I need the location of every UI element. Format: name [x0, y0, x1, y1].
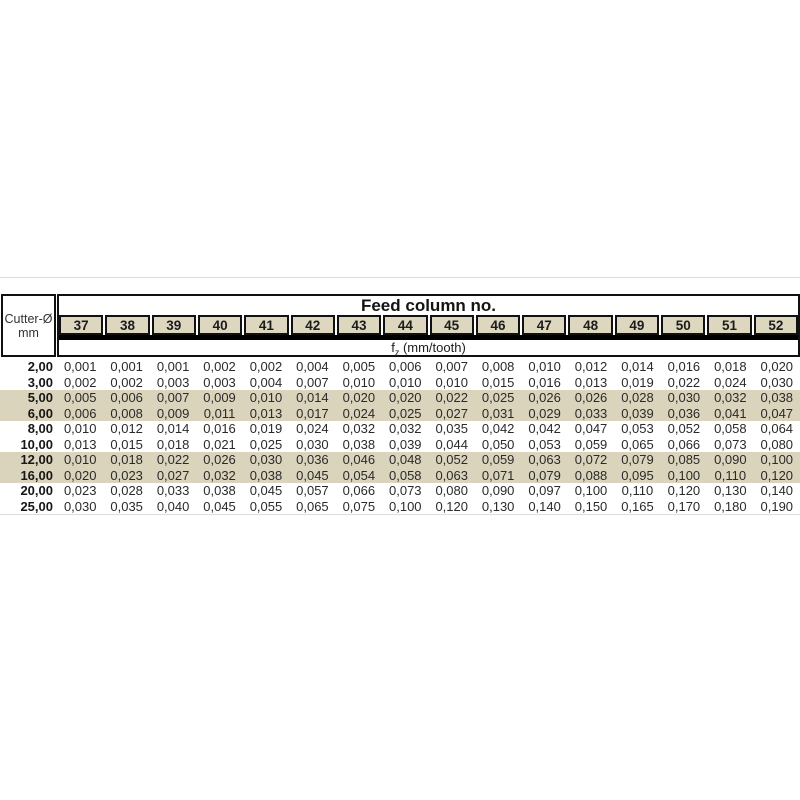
table-row: [0, 390, 800, 406]
feed-value-cell: 0,058: [389, 467, 422, 483]
feed-value-cell: 0,038: [203, 483, 236, 499]
feed-value-cell: 0,041: [714, 405, 747, 421]
feed-value-cell: 0,006: [63, 405, 97, 421]
feed-value-cell: 0,008: [481, 359, 515, 375]
feed-value-cell: 0,013: [574, 374, 608, 390]
feed-value-cell: 0,016: [667, 359, 701, 375]
feed-value-cell: 0,044: [435, 436, 468, 452]
feed-value-cell: 0,030: [63, 498, 97, 514]
feed-value-cell: 0,033: [156, 483, 190, 499]
column-number-header: 41: [244, 315, 288, 335]
feed-value-cell: 0,097: [528, 483, 561, 499]
feed-value-cell: 0,045: [249, 483, 283, 499]
feed-value-cell: 0,005: [342, 359, 376, 375]
feed-value-cell: 0,014: [156, 421, 190, 437]
feed-value-cell: 0,090: [481, 483, 515, 499]
feed-value-cell: 0,140: [760, 483, 794, 499]
feed-value-cell: 0,057: [296, 483, 329, 499]
feed-value-cell: 0,002: [63, 374, 97, 390]
feed-value-cell: 0,038: [342, 436, 376, 452]
cutter-diameter-value: 16,00: [20, 467, 53, 483]
feed-value-cell: 0,018: [156, 436, 190, 452]
unit-row: [59, 340, 798, 358]
table-title: Feed column no.: [59, 296, 798, 315]
feed-value-cell: 0,012: [110, 421, 143, 437]
feed-value-cell: 0,130: [714, 483, 747, 499]
unit-symbol: f: [391, 340, 395, 355]
feed-value-cell: 0,039: [389, 436, 422, 452]
feed-value-cell: 0,090: [714, 452, 747, 468]
feed-value-cell: 0,003: [156, 374, 190, 390]
feed-value-cell: 0,024: [296, 421, 329, 437]
feed-value-cell: 0,072: [574, 452, 608, 468]
feed-value-cell: 0,024: [342, 405, 376, 421]
feed-value-cell: 0,009: [156, 405, 190, 421]
table-row: [0, 437, 800, 453]
feed-value-cell: 0,073: [714, 436, 747, 452]
feed-value-cell: 0,052: [435, 452, 468, 468]
feed-value-cell: 0,100: [389, 498, 422, 514]
cutter-diameter-value: 10,00: [20, 436, 53, 452]
feed-value-cell: 0,100: [667, 467, 701, 483]
feed-value-cell: 0,071: [481, 467, 515, 483]
feed-value-cell: 0,053: [621, 421, 654, 437]
table-row: [0, 421, 800, 437]
feed-value-cell: 0,075: [342, 498, 376, 514]
feed-value-cell: 0,020: [760, 359, 794, 375]
feed-value-cell: 0,026: [528, 390, 561, 406]
feed-value-cell: 0,019: [621, 374, 654, 390]
feed-value-cell: 0,059: [574, 436, 608, 452]
header-block: [57, 294, 800, 357]
feed-value-cell: 0,010: [249, 390, 283, 406]
feed-value-cell: 0,020: [389, 390, 422, 406]
feed-value-cell: 0,031: [481, 405, 515, 421]
bottom-rule: [0, 514, 800, 515]
feed-value-cell: 0,028: [110, 483, 143, 499]
feed-value-cell: 0,027: [156, 467, 190, 483]
feed-value-cell: 0,022: [156, 452, 190, 468]
feed-value-cell: 0,052: [667, 421, 701, 437]
feed-value-cell: 0,016: [203, 421, 236, 437]
feed-value-cell: 0,045: [203, 498, 236, 514]
feed-value-cell: 0,020: [342, 390, 376, 406]
feed-value-cell: 0,063: [435, 467, 468, 483]
table-row: [0, 359, 800, 375]
feed-value-cell: 0,004: [296, 359, 329, 375]
feed-value-cell: 0,110: [621, 483, 654, 499]
feed-value-cell: 0,120: [435, 498, 468, 514]
feed-value-cell: 0,025: [389, 405, 422, 421]
feed-value-cell: 0,014: [621, 359, 654, 375]
feed-value-cell: 0,025: [249, 436, 283, 452]
feed-table: [0, 294, 800, 514]
feed-value-cell: 0,007: [296, 374, 329, 390]
unit-text: (mm/tooth): [399, 340, 466, 355]
cutter-diameter-value: 12,00: [20, 452, 53, 468]
feed-value-cell: 0,010: [389, 374, 422, 390]
feed-value-cell: 0,001: [63, 359, 97, 375]
cutter-diameter-value: 6,00: [27, 405, 53, 421]
table-row: [0, 375, 800, 391]
column-number-header: 50: [661, 315, 705, 335]
feed-value-cell: 0,120: [760, 467, 794, 483]
feed-value-cell: 0,021: [203, 436, 236, 452]
feed-value-cell: 0,026: [203, 452, 236, 468]
feed-value-cell: 0,042: [481, 421, 515, 437]
feed-value-cell: 0,039: [621, 405, 654, 421]
feed-value-cell: 0,030: [667, 390, 701, 406]
feed-value-cell: 0,079: [528, 467, 561, 483]
feed-value-cell: 0,027: [435, 405, 468, 421]
feed-value-cell: 0,038: [249, 467, 283, 483]
feed-value-cell: 0,080: [435, 483, 468, 499]
feed-value-cell: 0,130: [481, 498, 515, 514]
feed-value-cell: 0,001: [110, 359, 143, 375]
table-row: [0, 499, 800, 515]
feed-value-cell: 0,073: [389, 483, 422, 499]
column-number-header: 47: [522, 315, 566, 335]
feed-value-cell: 0,079: [621, 452, 654, 468]
feed-value-cell: 0,150: [574, 498, 608, 514]
table-header: [0, 294, 800, 357]
feed-value-cell: 0,002: [249, 359, 283, 375]
feed-value-cell: 0,036: [667, 405, 701, 421]
cutter-diameter-header-line2: mm: [18, 325, 39, 340]
feed-value-cell: 0,013: [63, 436, 97, 452]
feed-value-cell: 0,007: [435, 359, 468, 375]
feed-value-cell: 0,013: [249, 405, 283, 421]
feed-value-cell: 0,047: [574, 421, 608, 437]
feed-value-cell: 0,022: [667, 374, 701, 390]
feed-value-cell: 0,024: [714, 374, 747, 390]
feed-value-cell: 0,020: [63, 467, 97, 483]
feed-value-cell: 0,030: [760, 374, 794, 390]
column-number-header: 45: [430, 315, 474, 335]
table-row: [0, 452, 800, 468]
feed-value-cell: 0,064: [760, 421, 794, 437]
feed-value-cell: 0,095: [621, 467, 654, 483]
feed-value-cell: 0,032: [714, 390, 747, 406]
unit-subscript: z: [394, 347, 400, 358]
feed-value-cell: 0,058: [714, 421, 747, 437]
table-row: [0, 468, 800, 484]
column-number-header: 39: [152, 315, 196, 335]
column-number-header: 37: [59, 315, 103, 335]
feed-value-cell: 0,005: [63, 390, 97, 406]
feed-value-cell: 0,063: [528, 452, 561, 468]
feed-value-cell: 0,029: [528, 405, 561, 421]
feed-value-cell: 0,032: [342, 421, 376, 437]
feed-value-cell: 0,007: [156, 390, 190, 406]
table-row: [0, 406, 800, 422]
feed-value-cell: 0,100: [574, 483, 608, 499]
feed-value-cell: 0,110: [714, 467, 747, 483]
feed-value-cell: 0,018: [110, 452, 143, 468]
feed-value-cell: 0,010: [342, 374, 376, 390]
cutter-diameter-value: 25,00: [20, 498, 53, 514]
feed-value-cell: 0,028: [621, 390, 654, 406]
feed-value-cell: 0,016: [528, 374, 561, 390]
feed-value-cell: 0,008: [110, 405, 143, 421]
feed-value-cell: 0,046: [342, 452, 376, 468]
feed-value-cell: 0,040: [156, 498, 190, 514]
feed-value-cell: 0,030: [296, 436, 329, 452]
feed-value-cell: 0,035: [110, 498, 143, 514]
feed-value-cell: 0,010: [63, 452, 97, 468]
feed-value-cell: 0,025: [481, 390, 515, 406]
column-number-header: 49: [615, 315, 659, 335]
feed-value-cell: 0,055: [249, 498, 283, 514]
feed-value-cell: 0,045: [296, 467, 329, 483]
feed-value-cell: 0,012: [574, 359, 608, 375]
cutter-diameter-value: 3,00: [27, 374, 53, 390]
cutter-diameter-value: 2,00: [27, 359, 53, 375]
feed-value-cell: 0,065: [296, 498, 329, 514]
column-number-header: 51: [707, 315, 751, 335]
feed-value-cell: 0,054: [342, 467, 376, 483]
feed-value-cell: 0,053: [528, 436, 561, 452]
column-numbers-row: [59, 315, 798, 335]
feed-value-cell: 0,190: [760, 498, 794, 514]
feed-value-cell: 0,059: [481, 452, 515, 468]
feed-value-cell: 0,036: [296, 452, 329, 468]
feed-value-cell: 0,015: [481, 374, 515, 390]
cutter-diameter-header: [1, 294, 56, 357]
feed-value-cell: 0,180: [714, 498, 747, 514]
column-number-header: 44: [383, 315, 427, 335]
column-number-header: 38: [105, 315, 149, 335]
feed-value-cell: 0,019: [249, 421, 283, 437]
top-rule: [0, 277, 800, 278]
feed-value-cell: 0,002: [110, 374, 143, 390]
column-number-header: 43: [337, 315, 381, 335]
feed-value-cell: 0,038: [760, 390, 794, 406]
feed-value-cell: 0,120: [667, 483, 701, 499]
feed-value-cell: 0,030: [249, 452, 283, 468]
feed-value-cell: 0,023: [110, 467, 143, 483]
feed-value-cell: 0,140: [528, 498, 561, 514]
feed-value-cell: 0,088: [574, 467, 608, 483]
feed-value-cell: 0,011: [203, 405, 236, 421]
feed-value-cell: 0,050: [481, 436, 515, 452]
feed-value-cell: 0,014: [296, 390, 329, 406]
feed-value-cell: 0,009: [203, 390, 236, 406]
feed-value-cell: 0,022: [435, 390, 468, 406]
feed-value-cell: 0,010: [63, 421, 97, 437]
feed-value-cell: 0,004: [249, 374, 283, 390]
feed-value-cell: 0,165: [621, 498, 654, 514]
feed-value-cell: 0,017: [296, 405, 329, 421]
feed-value-cell: 0,170: [667, 498, 701, 514]
feed-value-cell: 0,080: [760, 436, 794, 452]
feed-value-cell: 0,032: [389, 421, 422, 437]
feed-value-cell: 0,033: [574, 405, 608, 421]
feed-value-cell: 0,100: [760, 452, 794, 468]
table-row: [0, 483, 800, 499]
feed-value-cell: 0,085: [667, 452, 701, 468]
column-number-header: 40: [198, 315, 242, 335]
column-number-header: 48: [568, 315, 612, 335]
feed-value-cell: 0,010: [528, 359, 561, 375]
feed-value-cell: 0,023: [63, 483, 97, 499]
cutter-diameter-header-line1: Cutter-Ø: [4, 311, 53, 326]
feed-value-cell: 0,026: [574, 390, 608, 406]
feed-value-cell: 0,032: [203, 467, 236, 483]
cutter-diameter-value: 5,00: [27, 390, 53, 406]
feed-value-cell: 0,066: [667, 436, 701, 452]
feed-value-cell: 0,047: [760, 405, 794, 421]
feed-value-cell: 0,042: [528, 421, 561, 437]
table-body: [0, 359, 800, 514]
feed-value-cell: 0,066: [342, 483, 376, 499]
feed-value-cell: 0,048: [389, 452, 422, 468]
feed-value-cell: 0,003: [203, 374, 236, 390]
cutter-diameter-value: 20,00: [20, 483, 53, 499]
column-number-header: 46: [476, 315, 520, 335]
feed-value-cell: 0,065: [621, 436, 654, 452]
feed-value-cell: 0,006: [110, 390, 143, 406]
feed-value-cell: 0,015: [110, 436, 143, 452]
feed-value-cell: 0,018: [714, 359, 747, 375]
column-number-header: 42: [291, 315, 335, 335]
feed-value-cell: 0,002: [203, 359, 236, 375]
feed-value-cell: 0,010: [435, 374, 468, 390]
feed-value-cell: 0,035: [435, 421, 468, 437]
cutter-diameter-value: 8,00: [27, 421, 53, 437]
feed-value-cell: 0,001: [156, 359, 190, 375]
feed-value-cell: 0,006: [389, 359, 422, 375]
column-number-header: 52: [754, 315, 798, 335]
